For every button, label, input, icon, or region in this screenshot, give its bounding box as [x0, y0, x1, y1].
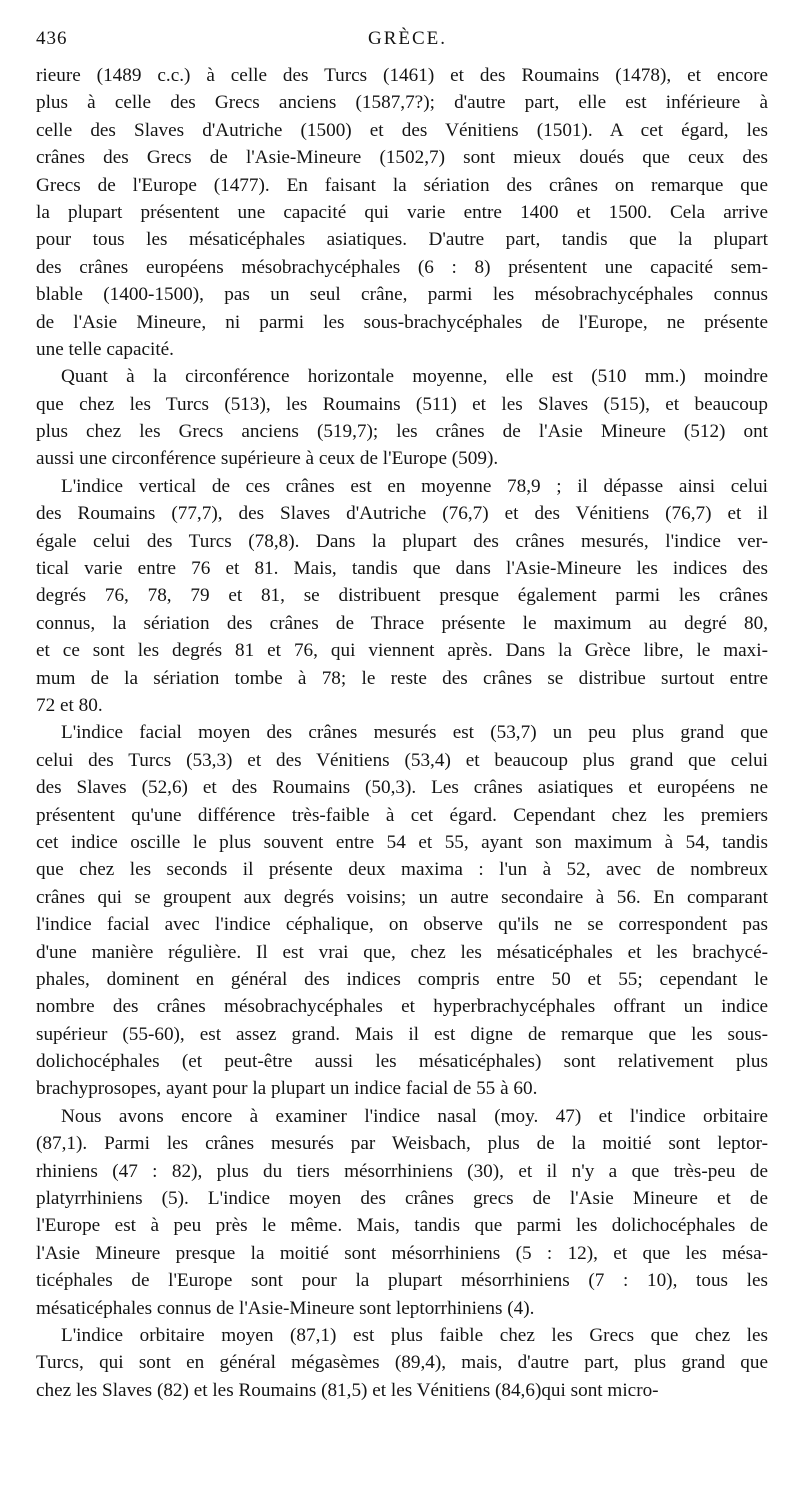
- text-line: crânes des Grecs de l'Asie-Mineure (1502,7) sont mieux doués que ceux des: [36, 147, 768, 169]
- paragraph: [36, 719, 768, 1102]
- text-line: la plupart présentent une capacité qui varie entre 1400 et 1500. Cela arrive: [36, 201, 768, 223]
- paragraph: [36, 363, 768, 473]
- text-line: phales, dominent en général des indices compris entre 50 et 55; cependant le: [36, 968, 768, 990]
- text-line: l'indice facial avec l'indice céphalique, on observe qu'ils ne se correspondent pas: [36, 914, 768, 936]
- text-line: Quant à la circonférence horizontale moyenne, elle est (510 mm.) moindre: [61, 366, 768, 388]
- text-line: Nous avons encore à examiner l'indice nasal (moy. 47) et l'indice orbitaire: [61, 1105, 768, 1127]
- text-line: cet indice oscille le plus souvent entre 54 et 55, ayant son maximum à 54, tandis: [36, 831, 768, 853]
- text-line: plus à celle des Grecs anciens (1587,7?); d'autre part, elle est inférieure à: [36, 92, 768, 114]
- text-line: dolichocéphales (et peut-être aussi les mésaticéphales) sont relativement plus: [36, 1051, 768, 1073]
- text-line: une telle capacité.: [36, 338, 174, 360]
- text-line: et ce sont les degrés 81 et 76, qui viennent après. Dans la Grèce libre, le maxi-: [36, 640, 768, 662]
- text-line: L'indice vertical de ces crânes est en moyenne 78,9 ; il dépasse ainsi celui: [61, 475, 768, 497]
- text-line: pour tous les mésaticéphales asiatiques. D'autre part, tandis que la plupart: [36, 229, 768, 251]
- text-line: de l'Asie Mineure, ni parmi les sous-brachycéphales de l'Europe, ne présente: [36, 311, 768, 333]
- text-line: d'une manière régulière. Il est vrai que, chez les mésaticéphales et les brachycé-: [36, 941, 768, 963]
- paragraph: [36, 1322, 768, 1404]
- text-line: aussi une circonférence supérieure à ceux de l'Europe (509).: [36, 448, 499, 470]
- text-line: rhiniens (47 : 82), plus du tiers mésorrhiniens (30), et il n'y a que très-peu de: [36, 1160, 768, 1182]
- text-line: (87,1). Parmi les crânes mesurés par Weisbach, plus de la moitié sont leptor-: [36, 1133, 768, 1155]
- text-line: présentent qu'une différence très-faible à cet égard. Cependant chez les premiers: [36, 804, 768, 826]
- text-line: des Slaves (52,6) et des Roumains (50,3). Les crânes asiatiques et européens ne: [36, 777, 768, 799]
- text-line: crânes qui se groupent aux degrés voisins; un autre secondaire à 56. En comparant: [36, 886, 768, 908]
- text-line: mum de la sériation tombe à 78; le reste des crânes se distribue surtout entre: [36, 667, 768, 689]
- text-line: celui des Turcs (53,3) et des Vénitiens (53,4) et beaucoup plus grand que celui: [36, 749, 768, 771]
- text-line: connus, la sériation des crânes de Thrace présente le maximum au degré 80,: [36, 612, 768, 634]
- text-line: des Roumains (77,7), des Slaves d'Autriche (76,7) et des Vénitiens (76,7) et il: [36, 503, 768, 525]
- text-line: blable (1400-1500), pas un seul crâne, parmi les mésobrachycéphales connus: [36, 284, 768, 306]
- text-line: mésaticéphales connus de l'Asie-Mineure sont leptorrhiniens (4).: [36, 1297, 535, 1319]
- text-line: celle des Slaves d'Autriche (1500) et des Vénitiens (1501). A cet égard, les: [36, 119, 768, 141]
- body-text: [36, 62, 768, 1404]
- text-line: nombre des crânes mésobrachycéphales et hyperbrachycéphales offrant un indice: [36, 996, 768, 1018]
- text-line: platyrrhiniens (5). L'indice moyen des crânes grecs de l'Asie Mineure et de: [36, 1188, 768, 1210]
- paragraph: [36, 62, 768, 363]
- page-header: [36, 28, 768, 54]
- paragraph: [36, 473, 768, 720]
- text-line: ticéphales de l'Europe sont pour la plupart mésorrhiniens (7 : 10), tous les: [36, 1270, 768, 1292]
- text-line: brachyprosopes, ayant pour la plupart un indice facial de 55 à 60.: [36, 1078, 538, 1100]
- text-line: degrés 76, 78, 79 et 81, se distribuent presque également parmi les crânes: [36, 585, 768, 607]
- text-line: rieure (1489 c.c.) à celle des Turcs (1461) et des Roumains (1478), et encore: [36, 65, 768, 86]
- text-line: 72 et 80.: [36, 694, 103, 716]
- text-line: que chez les seconds il présente deux maxima : l'un à 52, avec de nombreux: [36, 859, 768, 881]
- text-line: Turcs, qui sont en général mégasèmes (89,4), mais, d'autre part, plus grand que: [36, 1352, 768, 1374]
- paragraph: [36, 1103, 768, 1322]
- text-line: tical varie entre 76 et 81. Mais, tandis que dans l'Asie-Mineure les indices des: [36, 558, 768, 580]
- text-line: Grecs de l'Europe (1477). En faisant la sériation des crânes on remarque que: [36, 174, 768, 196]
- text-line: l'Asie Mineure presque la moitié sont mésorrhiniens (5 : 12), et que les mésa-: [36, 1242, 768, 1264]
- text-line: que chez les Turcs (513), les Roumains (511) et les Slaves (515), et beaucoup: [36, 393, 768, 415]
- page-number: 436: [36, 28, 68, 49]
- text-line: L'indice facial moyen des crânes mesurés est (53,7) un peu plus grand que: [61, 722, 768, 744]
- text-line: L'indice orbitaire moyen (87,1) est plus faible chez les Grecs que chez les: [61, 1324, 768, 1346]
- text-line: plus chez les Grecs anciens (519,7); les crânes de l'Asie Mineure (512) ont: [36, 421, 768, 443]
- text-line: des crânes européens mésobrachycéphales (6 : 8) présentent une capacité sem-: [36, 256, 768, 278]
- text-line: égale celui des Turcs (78,8). Dans la plupart des crânes mesurés, l'indice ver-: [36, 530, 768, 552]
- text-line: l'Europe est à peu près le même. Mais, tandis que parmi les dolichocéphales de: [36, 1215, 768, 1237]
- text-line: supérieur (55-60), est assez grand. Mais il est digne de remarque que les sous-: [36, 1023, 768, 1045]
- text-line: chez les Slaves (82) et les Roumains (81,5) et les Vénitiens (84,6)qui sont micro-: [36, 1379, 659, 1401]
- running-title: GRÈCE.: [368, 28, 448, 49]
